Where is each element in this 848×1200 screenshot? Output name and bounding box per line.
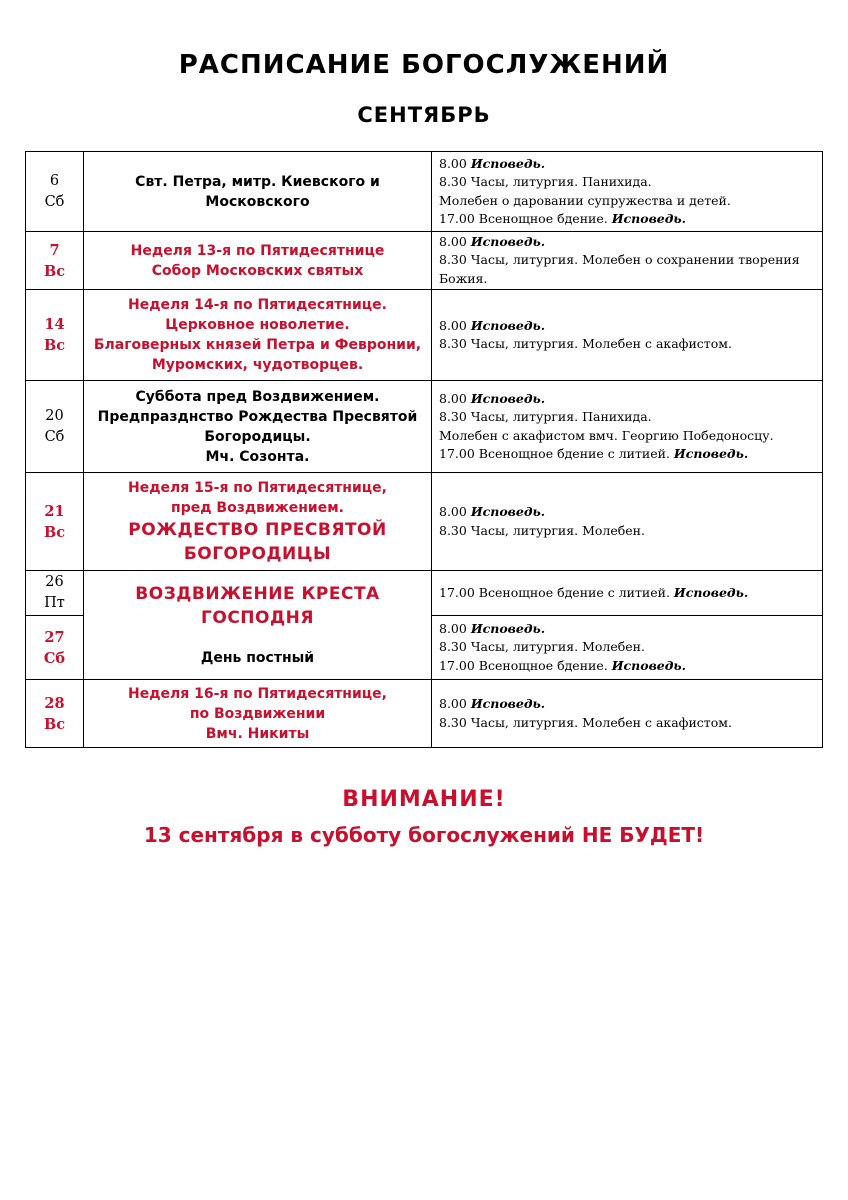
table-row [26, 232, 823, 290]
feast-major-line: БОГОРОДИЦЫ [183, 543, 332, 564]
feast-line: по Воздвижении [189, 705, 326, 722]
weekday: Пт [44, 595, 65, 611]
service-line: 17.00 Всенощное бдение с литией. Исповедь. [439, 584, 749, 600]
feast-major-line: ВОЗДВИЖЕНИЕ КРЕСТА [135, 584, 380, 604]
service-line: 8.30 Часы, литургия. Панихида. [439, 174, 652, 189]
service-line: 8.30 Часы, литургия. Молебен с акафистом. [439, 336, 732, 351]
service-line: 8.00 Исповедь. [439, 155, 546, 171]
date-cell [26, 290, 84, 381]
feast-cell [84, 680, 432, 748]
feast-line: пред Воздвижением. [171, 499, 344, 516]
date-cell [26, 680, 84, 748]
feast-line: Суббота пред Воздвижением. [135, 388, 380, 405]
table-row [26, 571, 823, 616]
feast-line: Церковное новолетие. [165, 317, 350, 333]
day-number: 7 [49, 241, 60, 259]
feast-line: Благоверных князей Петра и Февронии, [93, 337, 422, 353]
date-cell [26, 571, 84, 616]
fast-day-note: День постный [200, 650, 315, 666]
weekday: Сб [44, 428, 65, 445]
services-cell [432, 381, 823, 473]
month-title: СЕНТЯБРЬ [357, 103, 491, 127]
service-line: 8.30 Часы, литургия. Молебен о сохранении творения [439, 252, 800, 268]
feast-line: Неделя 15-я по Пятидесятнице, [128, 479, 387, 496]
day-number: 20 [45, 407, 64, 424]
page-title: РАСПИСАНИЕ БОГОСЛУЖЕНИЙ [178, 50, 670, 80]
feast-line: Неделя 16-я по Пятидесятнице, [128, 685, 387, 702]
weekday: Сб [43, 649, 66, 667]
day-number: 26 [45, 574, 64, 590]
schedule-table [25, 151, 823, 748]
notice-heading: ВНИМАНИЕ! [342, 787, 506, 812]
service-line: 8.00 Исповедь. [439, 233, 546, 249]
date-cell [26, 616, 84, 680]
service-line: Молебен с акафистом вмч. Георгию Победоносцу. [439, 427, 774, 443]
feast-line: Муромских, чудотворцев. [151, 357, 364, 373]
feast-cell [84, 232, 432, 290]
feast-line: Московского [205, 193, 310, 210]
service-line: 17.00 Всенощное бдение с литией. Исповедь. [439, 446, 749, 461]
service-line: 8.00 Исповедь. [439, 390, 546, 406]
service-line: 8.30 Часы, литургия. Молебен. [439, 639, 645, 655]
date-cell [26, 473, 84, 571]
feast-cell [84, 473, 432, 571]
services-cell [432, 152, 823, 232]
services-cell [432, 473, 823, 571]
service-line: 8.30 Часы, литургия. Панихида. [439, 409, 652, 424]
feast-line: Вмч. Никиты [205, 725, 310, 742]
weekday: Вс [43, 262, 66, 280]
day-number: 27 [44, 628, 65, 646]
feast-line: Богородицы. [204, 428, 311, 445]
feast-line: Собор Московских святых [151, 262, 364, 279]
feast-major-line: РОЖДЕСТВО ПРЕСВЯТОЙ [128, 519, 387, 540]
table-row [26, 381, 823, 473]
table-row [26, 473, 823, 571]
service-line: Молебен о даровании супружества и детей. [439, 192, 731, 208]
service-line: Божия. [439, 270, 488, 286]
service-line: 17.00 Всенощное бдение. Исповедь. [439, 657, 687, 673]
feast-line: Неделя 13-я по Пятидесятнице [130, 242, 385, 259]
service-line: 8.00 Исповедь. [439, 696, 546, 711]
service-line: 8.00 Исповедь. [439, 504, 546, 519]
service-line: 8.30 Часы, литургия. Молебен с акафистом. [439, 714, 732, 730]
service-line: 8.00 Исповедь. [439, 620, 546, 636]
notice-text: 13 сентября в субботу богослужений НЕ БУДЕТ! [143, 823, 705, 847]
service-line: 17.00 Всенощное бдение. Исповедь. [439, 211, 687, 226]
day-number: 28 [44, 694, 65, 712]
feast-cell [84, 152, 432, 232]
weekday: Сб [44, 193, 65, 210]
feast-cell [84, 290, 432, 381]
services-cell [432, 616, 823, 680]
date-cell [26, 232, 84, 290]
feast-cell [84, 381, 432, 473]
day-number: 14 [44, 316, 65, 333]
feast-line: Свт. Петра, митр. Киевского и [135, 173, 380, 190]
service-line: 8.00 Исповедь. [439, 317, 546, 333]
weekday: Вс [43, 715, 66, 733]
services-cell [432, 290, 823, 381]
day-number: 21 [44, 502, 65, 520]
feast-line: Предпразднство Рождества Пресвятой [97, 408, 418, 425]
date-cell [26, 152, 84, 232]
day-number: 6 [49, 172, 60, 189]
date-cell [26, 381, 84, 473]
services-cell [432, 680, 823, 748]
feast-line: Неделя 14-я по Пятидесятнице. [128, 297, 387, 313]
feast-major-line: ГОСПОДНЯ [201, 608, 314, 628]
feast-line: Мч. Созонта. [205, 448, 310, 465]
weekday: Вс [43, 337, 66, 354]
service-line: 8.30 Часы, литургия. Молебен. [439, 522, 645, 538]
services-cell [432, 571, 823, 616]
table-row [26, 680, 823, 748]
weekday: Вс [43, 523, 66, 541]
feast-cell [84, 571, 432, 680]
table-row [26, 290, 823, 381]
table-row [26, 152, 823, 232]
services-cell [432, 232, 823, 290]
